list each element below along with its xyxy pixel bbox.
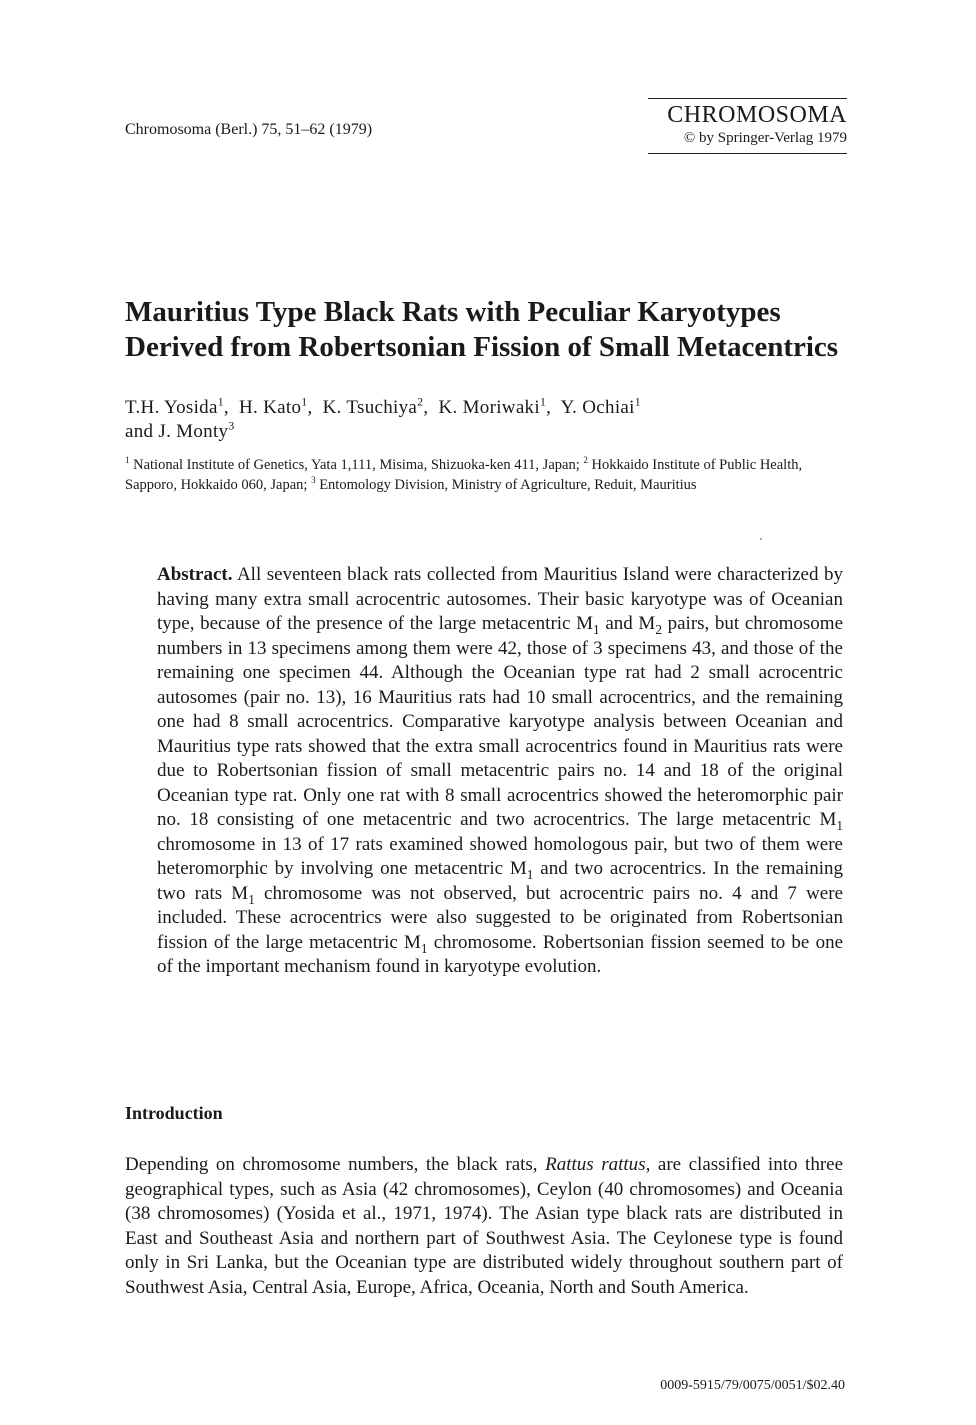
subscript: 1 — [526, 866, 534, 882]
author-name: K. Moriwaki — [438, 397, 540, 418]
subscript: 1 — [248, 891, 255, 907]
species-name: Rattus rattus, — [545, 1154, 651, 1175]
affil-mark: 3 — [311, 474, 316, 485]
scan-speck — [760, 538, 762, 540]
abstract-text: All seventeen black rats collected from Mauritius Island were characterized by having many extra small acrocentric autosomes. Their basic karyotype was of Oceanian type, because of the presence of the large metacentric M — [157, 564, 843, 634]
copyright-line: © by Springer-Verlag 1979 — [683, 130, 847, 146]
title-line-2: Derived from Robertsonian Fission of Small Metacentrics — [125, 331, 839, 363]
subscript: 1 — [836, 817, 843, 833]
author-affil-mark: 2 — [417, 395, 424, 409]
affiliations — [125, 456, 845, 495]
abstract-text: pairs, but chromosome numbers in 13 specimens among them were 42, those of 3 specimens 43, and those of the remaining one specimen 44. Although the Oceanian type rat had 2 small acrocentric autosomes (pair no. 13), 16 Mauritius rats had 10 small acrocentrics, and the remaining one had 8 small acrocentrics. Comparative karyotype analysis between Oceanian and Mauritius type rats showed that the extra small acrocentrics found in Mauritius rats were due to Robertsonian fission of small metacentric pairs no. 14 and 18 of the original Oceanian type rat. Only one rat with 8 small acrocentrics showed the heteromorphic pair no. 18 consisting of one metacentric and two acrocentrics. The large metacentric M — [157, 613, 844, 830]
author-name: H. Kato — [239, 397, 302, 418]
journal-name: CHROMOSOMA — [667, 102, 847, 128]
author-affil-mark: 1 — [217, 395, 224, 409]
subscript: 1 — [593, 621, 600, 637]
author-line-2 — [125, 420, 855, 444]
author-name: and J. Monty — [125, 421, 229, 442]
abstract-text: chromosome. Robertsonian fission seemed to be one of the important mechanism found in karyotype evolution. — [157, 931, 843, 977]
introduction-paragraph — [125, 1153, 843, 1300]
author-name: K. Tsuchiya — [322, 397, 418, 418]
author-affil-mark: 1 — [301, 395, 308, 409]
abstract-text: chromosome in 13 of 17 rats examined showed homologous pair, but two of them were heteromorphic by involving one metacentric M — [157, 833, 843, 879]
abstract-text: and two acrocentrics. In the remaining two rats M — [157, 858, 844, 904]
affil-mark: 2 — [583, 455, 588, 466]
title-line-1: Mauritius Type Black Rats with Peculiar Karyotypes — [125, 296, 781, 328]
subscript: 2 — [655, 621, 662, 637]
abstract-text: and M — [599, 613, 656, 634]
abstract-paragraph — [157, 563, 843, 980]
journal-masthead — [648, 98, 847, 154]
affil-mark: 1 — [125, 455, 130, 466]
abstract-label: Abstract. — [157, 564, 233, 585]
intro-text: Depending on chromosome numbers, the black rats, — [125, 1154, 546, 1175]
intro-text: are classified into three geographical types, such as Asia (42 chromosomes), Ceylon (40 chromosomes) and Oceania (38 chromosomes) (Yosida et al., 1971, 1974). The Asian type black rats are distributed in East and Southeast Asia and northern part of Southwest Asia. The Ceylonese type is found only in Sri Lanka, but the Oceanian type are distributed widely throughout southern part of Southwest Asia, Central Asia, Europe, Africa, Oceania, North and South America. — [125, 1154, 844, 1298]
abstract-text: chromosome was not observed, but acrocentric pairs no. 4 and 7 were included. These acrocentrics were also suggested to be originated from Robertsonian fission of the large metacentric M — [157, 882, 843, 953]
author-line-1: T.H. Yosida$^1$, H. Kato$^1$, K. Tsuchiya$^2$, K. Moriwaki$^1$, Y. Ochiai$^1$ — [125, 395, 641, 418]
author-name: T.H. Yosida — [125, 397, 218, 418]
affiliation-text: National Institute of Genetics, Yata 1,111, Misima, Shizuoka-ken 411, Japan; — [133, 457, 580, 473]
author-list — [125, 396, 855, 444]
section-heading-introduction: Introduction — [125, 1103, 223, 1123]
author-affil-mark: 1 — [539, 395, 547, 409]
paper-title — [125, 295, 865, 365]
footer-issn-code: 0009-5915/79/0075/0051/$02.40 — [660, 1378, 845, 1393]
affiliation-text: Entomology Division, Ministry of Agriculture, Reduit, Mauritius — [319, 476, 697, 493]
author-name: Y. Ochiai — [560, 397, 635, 418]
author-affil-mark: 1 — [634, 395, 641, 409]
author-affil-mark: 3 — [228, 419, 235, 433]
affiliation-text: Hokkaido Institute of Public Health, Sapporo, Hokkaido 060, Japan; — [125, 457, 803, 493]
subscript: 1 — [420, 940, 428, 956]
journal-citation: Chromosoma (Berl.) 75, 51–62 (1979) — [125, 121, 373, 138]
